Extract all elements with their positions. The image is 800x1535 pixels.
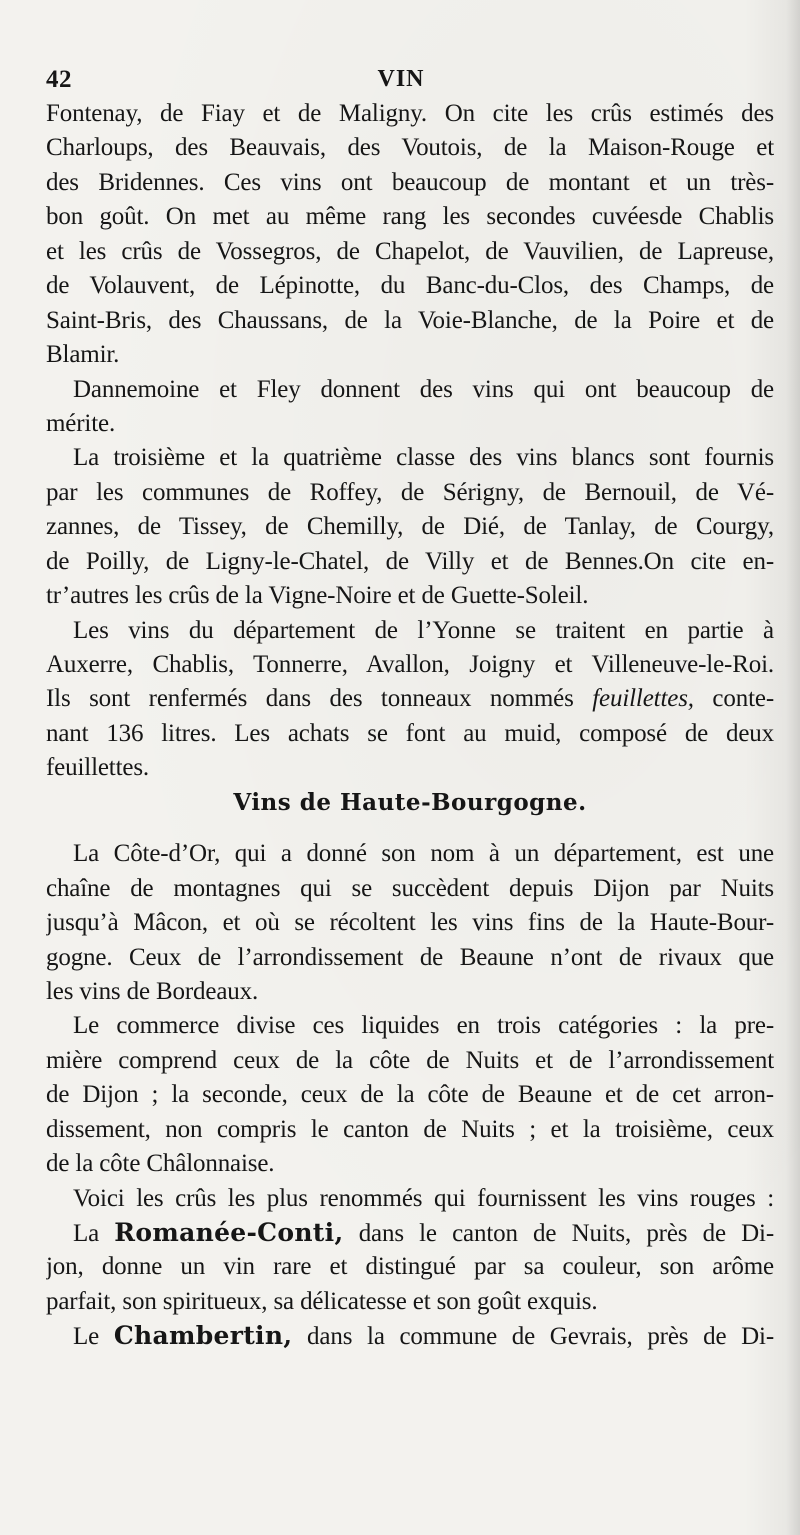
page-number: 42	[46, 66, 72, 93]
text-line	[46, 1319, 774, 1353]
text-run: Ils sont renfermés dans des tonneaux nommés	[46, 685, 593, 713]
text-line: Auxerre, Chablis, Tonnerre, Avallon, Joigny et Villeneuve-le-Roi.	[46, 651, 774, 678]
text-run: dans la commune de Gevrais, près de Di-	[292, 1323, 774, 1351]
italic-term: feuillettes,	[592, 685, 694, 713]
text-line: nant 136 litres. Les achats se font au muid, composé de deux	[46, 719, 774, 747]
text-line: gogne. Ceux de l’arrondissement de Beaune n’ont de rivaux que	[46, 943, 774, 971]
text-line: de Poilly, de Ligny-le-Chatel, de Villy et de Bennes.On cite en-	[46, 547, 774, 575]
text-line: par les communes de Roffey, de Sérigny, de Bernouil, de Vé-	[46, 478, 774, 506]
text-line: mière comprend ceux de la côte de Nuits et de l’arrondissement	[46, 1046, 774, 1074]
bold-wine-name: Chambertin,	[113, 1321, 293, 1351]
text-line: de Volauvent, de Lépinotte, du Banc-du-Clos, des Champs, de	[46, 272, 774, 300]
text-line: chaîne de montagnes qui se succèdent depuis Dijon par Nuits	[46, 874, 774, 902]
text-line: les vins de Bordeaux.	[46, 977, 259, 1005]
running-head: VIN	[377, 66, 425, 92]
text-line: Saint-Bris, des Chaussans, de la Voie-Blanche, de la Poire et de	[46, 306, 774, 334]
text-line: Le commerce divise ces liquides en trois catégories : la pre-	[73, 1012, 774, 1040]
text-line: Blamir.	[46, 341, 120, 369]
text-line	[46, 1216, 774, 1250]
text-line: tr’autres les crûs de la Vigne-Noire et de Guette-Soleil.	[46, 582, 589, 610]
text-run: conte-	[693, 685, 774, 713]
text-line: et les crûs de Vossegros, de Chapelot, de Vauvilien, de Lapreuse,	[46, 237, 774, 265]
page-header	[46, 66, 756, 100]
text-line: mérite.	[46, 409, 116, 437]
text-run: dans le canton de Nuits, près de Di-	[343, 1220, 774, 1247]
text-line: de Dijon ; la seconde, ceux de la côte de Beaune et de cet arron-	[46, 1081, 774, 1109]
text-line: Dannemoine et Fley donnent des vins qui ont beaucoup de	[73, 375, 774, 403]
section-heading: Vins de Haute-Bourgogne.	[233, 788, 587, 816]
page-edge-shadow	[786, 0, 800, 1535]
body-text	[46, 97, 774, 1354]
text-line: Fontenay, de Fiay et de Maligny. On cite les crûs estimés des	[46, 100, 774, 127]
text-line: La Côte-d’Or, qui a donné son nom à un département, est une	[73, 840, 774, 868]
text-line: zannes, de Tissey, de Chemilly, de Dié, de Tanlay, de Courgy,	[46, 513, 774, 541]
text-line: de la côte Châlonnaise.	[46, 1150, 275, 1178]
text-line: dissement, non compris le canton de Nuits ; et la troisième, ceux	[46, 1115, 774, 1143]
text-line	[46, 682, 774, 716]
text-line: feuillettes.	[46, 754, 150, 782]
text-line: Charloups, des Beauvais, des Voutois, de la Maison-Rouge et	[46, 134, 774, 162]
spacer	[46, 820, 774, 837]
text-line: bon goût. On met au même rang les secondes cuvéesde Chablis	[46, 203, 774, 231]
bold-wine-name: Romanée-Conti,	[114, 1218, 344, 1247]
text-line: Voici les crûs les plus renommés qui fournissent les vins rouges :	[73, 1184, 774, 1212]
text-run: La	[73, 1220, 115, 1247]
text-line: des Bridennes. Ces vins ont beaucoup de montant et un très-	[46, 168, 774, 196]
text-line: Les vins du département de l’Yonne se traitent en partie à	[73, 616, 774, 644]
text-run: Le	[73, 1323, 114, 1351]
text-line: La troisième et la quatrième classe des vins blancs sont fournis	[73, 444, 774, 472]
text-line: jon, donne un vin rare et distingué par sa couleur, son arôme	[46, 1253, 774, 1281]
text-line: jusqu’à Mâcon, et où se récoltent les vins fins de la Haute-Bour-	[46, 909, 774, 937]
text-line: parfait, son spiritueux, sa délicatesse et son goût exquis.	[46, 1287, 598, 1315]
